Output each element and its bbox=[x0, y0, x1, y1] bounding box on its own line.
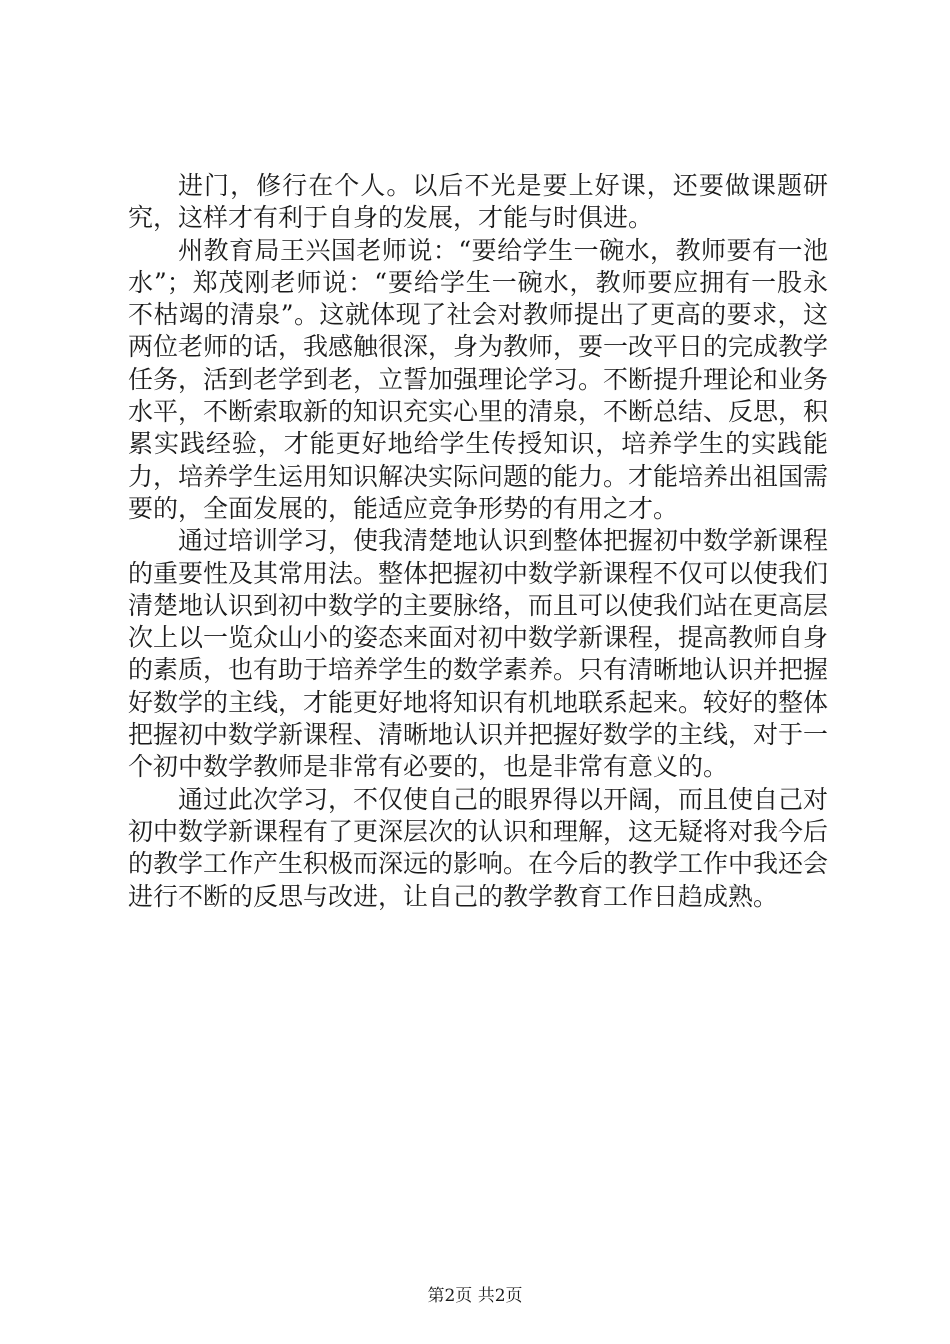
paragraph-1: 进门，修行在个人。以后不光是要上好课，还要做课题研究，这样才有利于自身的发展，才能与时俱进。 bbox=[128, 171, 828, 233]
paragraph-4: 通过此次学习，不仅使自己的眼界得以开阔，而且使自己对初中数学新课程有了更深层次的认识和理解，这无疑将对我今后的教学工作产生积极而深远的影响。在今后的教学工作中我还会进行不断的反思与改进，让自己的教学教育工作日趋成熟。 bbox=[128, 784, 829, 911]
document-body bbox=[128, 170, 828, 913]
paragraph-2: 州教育局王兴国老师说：“要给学生一碗水，教师要有一池水”；郑茂刚老师说：“要给学生一碗水，教师要应拥有一股永不枯竭的清泉”。这就体现了社会对教师提出了更高的要求，这两位老师的话，我感触很深，身为教师，要一改平日的完成教学任务，活到老学到老，立誓加强理论学习。不断提升理论和业务水平，不断索取新的知识充实心里的清泉，不断总结、反思，积累实践经验，才能更好地给学生传授知识，培养学生的实践能力，培养学生运用知识解决实际问题的能力。才能培养出祖国需要的，全面发展的，能适应竞争形势的有用之才。 bbox=[128, 235, 829, 523]
page-footer: 第2页 共2页 bbox=[427, 1286, 523, 1306]
paragraph-3: 通过培训学习，使我清楚地认识到整体把握初中数学新课程的重要性及其常用法。整体把握初中数学新课程不仅可以使我们清楚地认识到初中数学的主要脉络，而且可以使我们站在更高层次上以一览众山小的姿态来面对初中数学新课程，提高教师自身的素质，也有助于培养学生的数学素养。只有清晰地认识并把握好数学的主线，才能更好地将知识有机地联系起来。较好的整体把握初中数学新课程、清晰地认识并把握好数学的主线，对于一个初中数学教师是非常有必要的，也是非常有意义的。 bbox=[128, 526, 829, 782]
